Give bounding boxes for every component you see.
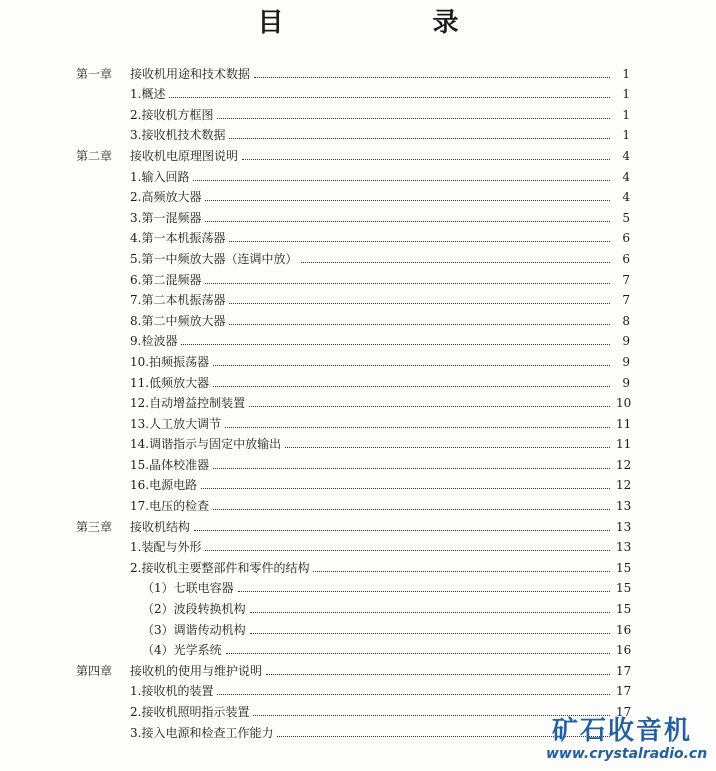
toc-page-number: 13 (616, 519, 632, 534)
toc-entry (130, 231, 612, 245)
toc-entry-row (0, 125, 716, 146)
toc-page-number: 1 (622, 128, 630, 143)
toc-dot-leader (181, 344, 610, 345)
toc-entry-text: 接收机的使用与维护说明 (130, 663, 263, 678)
toc-chapter-number: 第四章 (76, 663, 113, 678)
toc-entry-text: 2.接收机照明指示装置 (130, 705, 250, 719)
toc-entry-text: 2.高频放大器 (130, 190, 202, 205)
toc-entry-text: 17.电压的检查 (130, 499, 210, 514)
page-title: 目 录 (257, 8, 529, 38)
toc-page-number: 13 (616, 540, 632, 555)
toc-entry-text: 2.接收机主要整部件和零件的结构 (130, 560, 310, 575)
toc-entry-text: 接收机结构 (130, 519, 191, 534)
toc-dot-leader (229, 324, 610, 325)
toc-entry-text: 6.第二混频器 (130, 272, 202, 287)
toc-dot-leader (285, 447, 610, 448)
toc-page-number: 10 (616, 396, 632, 411)
toc-dot-leader (313, 571, 610, 572)
toc-dot-leader (254, 77, 610, 78)
toc-entry-row (0, 187, 716, 208)
toc-dot-leader (266, 674, 610, 675)
toc-dot-leader (217, 694, 610, 695)
toc-entry-text: 5.第一中频放大器（连调中放） (130, 251, 298, 266)
toc-page-number: 17 (616, 705, 632, 719)
toc-entry (130, 293, 612, 307)
toc-entry-row (0, 454, 716, 475)
table-of-contents (0, 63, 716, 743)
toc-chapter-row (0, 145, 716, 166)
toc-entry (130, 561, 612, 575)
toc-chapter-number: 第二章 (76, 148, 113, 163)
toc-entry (130, 273, 612, 287)
toc-entry (130, 664, 612, 678)
toc-entry-row (0, 495, 716, 516)
toc-entry-text: 3.第一混频器 (130, 210, 202, 225)
toc-page-number: 15 (616, 581, 632, 596)
toc-entry-text: 2.接收机方框图 (130, 107, 214, 122)
toc-entry-row (0, 393, 716, 414)
toc-entry (130, 520, 612, 534)
toc-chapter-row (0, 63, 716, 84)
toc-entry-text: 1.输入回路 (130, 169, 190, 184)
toc-page-number: 12 (616, 457, 632, 472)
toc-entry (130, 396, 612, 410)
toc-entry-row (0, 310, 716, 331)
toc-entry-row (0, 475, 716, 496)
toc-dot-leader (205, 221, 610, 222)
toc-dot-leader (213, 386, 610, 387)
toc-chapter-number: 第三章 (76, 519, 113, 534)
toc-dot-leader (226, 653, 610, 654)
toc-dot-leader (193, 180, 610, 181)
toc-entry-row (0, 578, 716, 599)
toc-page-number: 8 (622, 313, 630, 328)
toc-entry (130, 190, 612, 204)
toc-dot-leader (217, 118, 610, 119)
toc-dot-leader (229, 303, 610, 304)
toc-entry-row (0, 372, 716, 393)
toc-page-number: 6 (622, 231, 630, 246)
toc-dot-leader (213, 468, 610, 469)
watermark-name: 矿石收音机 (552, 716, 693, 746)
toc-entry-row (0, 351, 716, 372)
toc-dot-leader (205, 200, 610, 201)
toc-page-number: 11 (616, 437, 632, 452)
toc-dot-leader (225, 427, 610, 428)
toc-entry-row (0, 537, 716, 558)
toc-page-number: 9 (622, 375, 630, 390)
toc-entry-text: 4.第一本机振荡器 (130, 231, 226, 246)
toc-entry (130, 87, 612, 101)
toc-page-number: 1 (622, 66, 630, 81)
toc-entry-text: 16.电源电路 (130, 478, 198, 493)
toc-dot-leader (213, 365, 610, 366)
toc-entry-row (0, 269, 716, 290)
toc-entry (142, 581, 612, 595)
toc-dot-leader (242, 159, 610, 160)
toc-entry-text: 接收机电原理图说明 (130, 148, 239, 163)
toc-entry-text: 15.晶体校准器 (130, 457, 210, 472)
toc-entry (130, 170, 612, 184)
toc-entry-row (0, 84, 716, 105)
toc-entry-text: 3.接入电源和检查工作能力 (130, 725, 274, 740)
toc-entry (142, 623, 612, 637)
toc-page-number: 9 (622, 354, 630, 369)
toc-entry-text: 9.检波器 (130, 334, 178, 349)
toc-entry (130, 334, 612, 348)
toc-dot-leader (249, 406, 610, 407)
toc-entry (130, 108, 612, 122)
toc-dot-leader (213, 509, 610, 510)
toc-entry (130, 376, 612, 390)
toc-entry (130, 540, 612, 554)
toc-page-number: 7 (622, 293, 630, 308)
toc-page-number: 9 (622, 334, 630, 349)
toc-page-number: 16 (616, 622, 632, 637)
toc-entry (130, 252, 612, 266)
toc-dot-leader (205, 550, 610, 551)
toc-entry-row (0, 290, 716, 311)
toc-entry (130, 478, 612, 492)
toc-entry-row (0, 248, 716, 269)
toc-entry-text: （1）七联电容器 (142, 581, 234, 596)
toc-entry (130, 149, 612, 163)
toc-entry-row (0, 681, 716, 702)
toc-page-number: 6 (622, 251, 630, 266)
toc-entry-row (0, 104, 716, 125)
toc-entry-row (0, 640, 716, 661)
toc-page-number: 1 (622, 87, 630, 102)
toc-entry-text: 8.第二中频放大器 (130, 313, 226, 328)
toc-entry-text: 接收机用途和技术数据 (130, 66, 251, 81)
toc-page-number: 4 (622, 169, 630, 184)
toc-page-number: 1 (622, 107, 630, 122)
watermark-url: www.crystalradio.cn (546, 746, 708, 762)
toc-dot-leader (194, 530, 610, 531)
toc-entry (130, 355, 612, 369)
toc-dot-leader (169, 97, 610, 98)
toc-entry (142, 602, 612, 616)
toc-entry-text: 13.人工放大调节 (130, 416, 222, 431)
toc-chapter-number: 第一章 (76, 66, 113, 81)
toc-page-number: 13 (616, 499, 632, 514)
toc-dot-leader (250, 633, 610, 634)
toc-entry-row (0, 598, 716, 619)
toc-dot-leader (250, 612, 610, 613)
toc-dot-leader (229, 138, 610, 139)
toc-entry (130, 499, 612, 513)
toc-entry-text: 10.拍频振荡器 (130, 354, 210, 369)
toc-entry-row (0, 619, 716, 640)
toc-entry (130, 437, 612, 451)
toc-dot-leader (229, 241, 610, 242)
toc-entry-text: （4）光学系统 (142, 643, 222, 658)
toc-page-number: 4 (622, 148, 630, 163)
toc-entry (130, 417, 612, 431)
toc-entry-text: （2）波段转换机构 (142, 602, 246, 617)
toc-chapter-row (0, 660, 716, 681)
toc-entry (130, 128, 612, 142)
toc-page-number: 15 (616, 560, 632, 575)
toc-page-number: 5 (622, 210, 630, 225)
toc-entry-text: 12.自动增益控制装置 (130, 396, 246, 411)
toc-entry (130, 705, 612, 719)
toc-entry-text: （3）调谐传动机构 (142, 622, 246, 637)
toc-entry-row (0, 228, 716, 249)
toc-entry-text: 14.调谐指示与固定中放输出 (130, 437, 282, 452)
toc-entry-row (0, 331, 716, 352)
toc-dot-leader (301, 262, 610, 263)
toc-entry-text: 3.接收机技术数据 (130, 128, 226, 143)
toc-page-number: 17 (616, 684, 632, 699)
toc-page-number: 11 (616, 416, 632, 431)
toc-page-number: 12 (616, 478, 632, 493)
toc-dot-leader (205, 283, 610, 284)
toc-entry-row (0, 207, 716, 228)
toc-entry (130, 314, 612, 328)
toc-entry (130, 458, 612, 472)
toc-page-number: 17 (616, 663, 632, 678)
toc-entry-text: 7.第二本机振荡器 (130, 293, 226, 308)
toc-entry-text: 11.低频放大器 (130, 375, 210, 390)
toc-dot-leader (238, 591, 610, 592)
toc-entry (130, 211, 612, 225)
toc-page-number: 7 (622, 272, 630, 287)
toc-entry (130, 67, 612, 81)
toc-page-number: 16 (616, 643, 632, 658)
toc-entry-text: 1.装配与外形 (130, 540, 202, 555)
toc-entry-row (0, 413, 716, 434)
toc-entry-text: 1.概述 (130, 87, 166, 102)
toc-page-number: 15 (616, 602, 632, 617)
toc-entry (130, 726, 612, 740)
toc-entry-row (0, 557, 716, 578)
toc-page-number: 4 (622, 190, 630, 205)
watermark-logo (546, 710, 714, 768)
toc-chapter-row (0, 516, 716, 537)
toc-entry-text: 1.接收机的装置 (130, 684, 214, 699)
toc-entry-row (0, 434, 716, 455)
toc-entry (130, 684, 612, 698)
toc-dot-leader (201, 488, 610, 489)
toc-entry-row (0, 166, 716, 187)
toc-entry (142, 643, 612, 657)
